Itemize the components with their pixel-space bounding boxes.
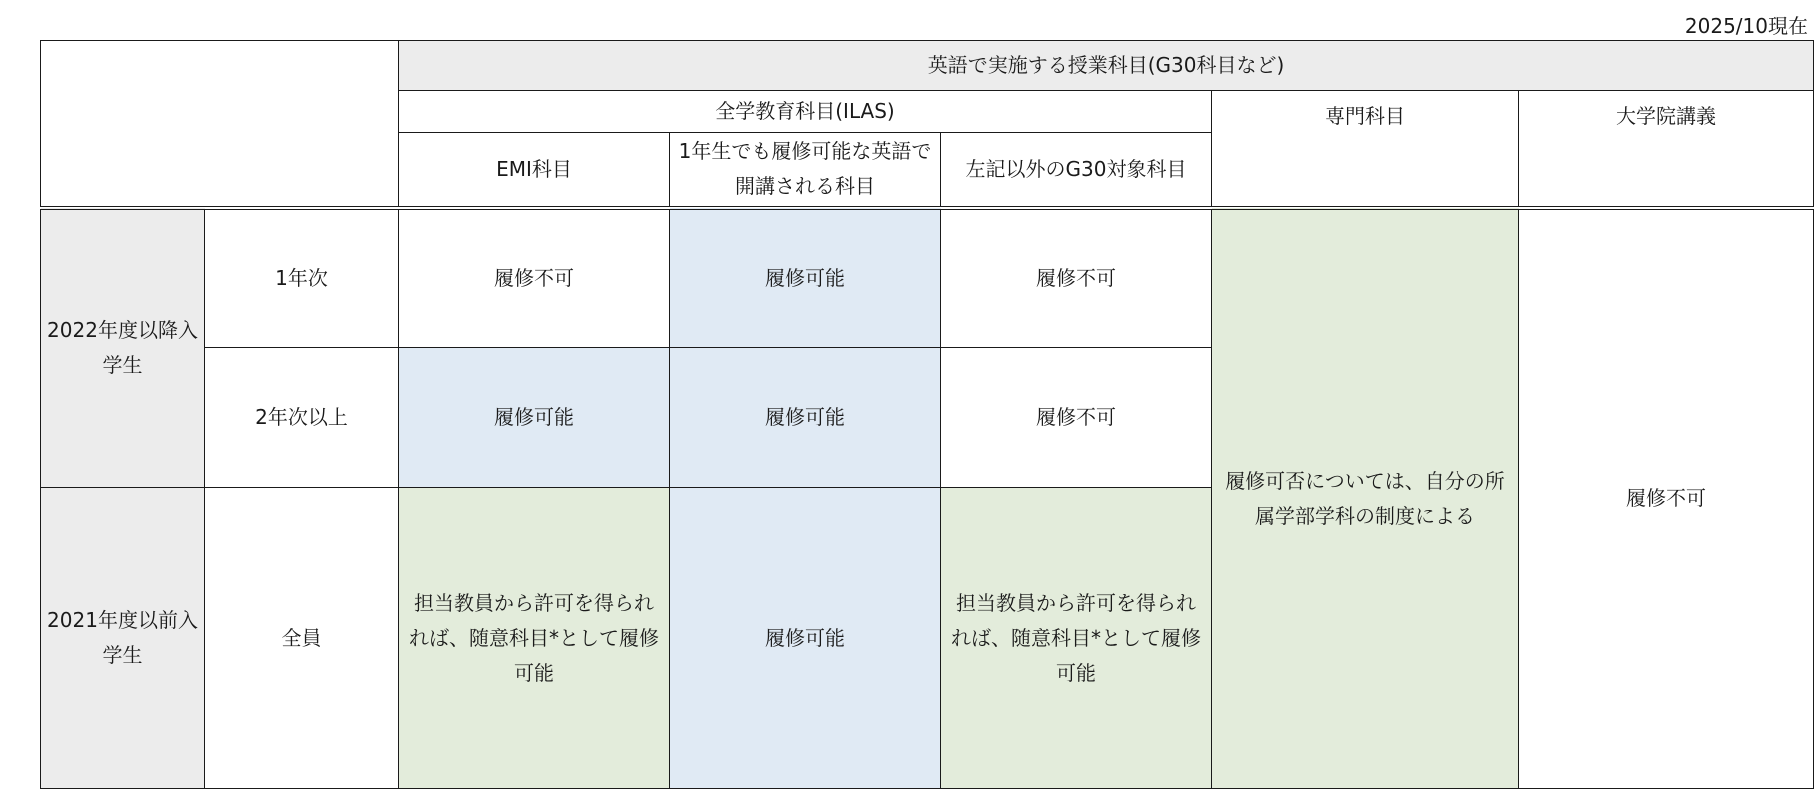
header-emi: EMI科目 xyxy=(399,133,670,208)
row-group-2021: 2021年度以前入学生 xyxy=(41,488,205,789)
cell-r2-other: 履修不可 xyxy=(941,348,1212,488)
header-specialized: 専門科目 xyxy=(1212,91,1519,208)
cell-r1-emi: 履修不可 xyxy=(399,208,670,348)
as-of-date: 2025/10現在 xyxy=(1684,14,1808,38)
header-other-g30: 左記以外のG30対象科目 xyxy=(941,133,1212,208)
course-eligibility-table xyxy=(40,40,1814,789)
table-row xyxy=(41,208,1814,348)
header-first-year-english: 1年生でも履修可能な英語で開講される科目 xyxy=(670,133,941,208)
header-ilas: 全学教育科目(ILAS) xyxy=(399,91,1212,133)
row-label-year1: 1年次 xyxy=(205,208,399,348)
cell-specialized: 履修可否については、自分の所属学部学科の制度による xyxy=(1212,208,1519,789)
row-group-2022: 2022年度以降入学生 xyxy=(41,208,205,488)
header-graduate: 大学院講義 xyxy=(1519,91,1814,208)
cell-r3-first-year: 履修可能 xyxy=(670,488,941,789)
cell-r3-other: 担当教員から許可を得られれば、随意科目*として履修可能 xyxy=(941,488,1212,789)
cell-graduate: 履修不可 xyxy=(1519,208,1814,789)
cell-r1-other: 履修不可 xyxy=(941,208,1212,348)
cell-r2-emi: 履修可能 xyxy=(399,348,670,488)
row-label-all: 全員 xyxy=(205,488,399,789)
cell-r2-first-year: 履修可能 xyxy=(670,348,941,488)
cell-r1-first-year: 履修可能 xyxy=(670,208,941,348)
header-english-courses: 英語で実施する授業科目(G30科目など) xyxy=(399,41,1814,91)
row-label-year2plus: 2年次以上 xyxy=(205,348,399,488)
cell-r3-emi: 担当教員から許可を得られれば、随意科目*として履修可能 xyxy=(399,488,670,789)
header-blank-cell xyxy=(41,41,399,208)
